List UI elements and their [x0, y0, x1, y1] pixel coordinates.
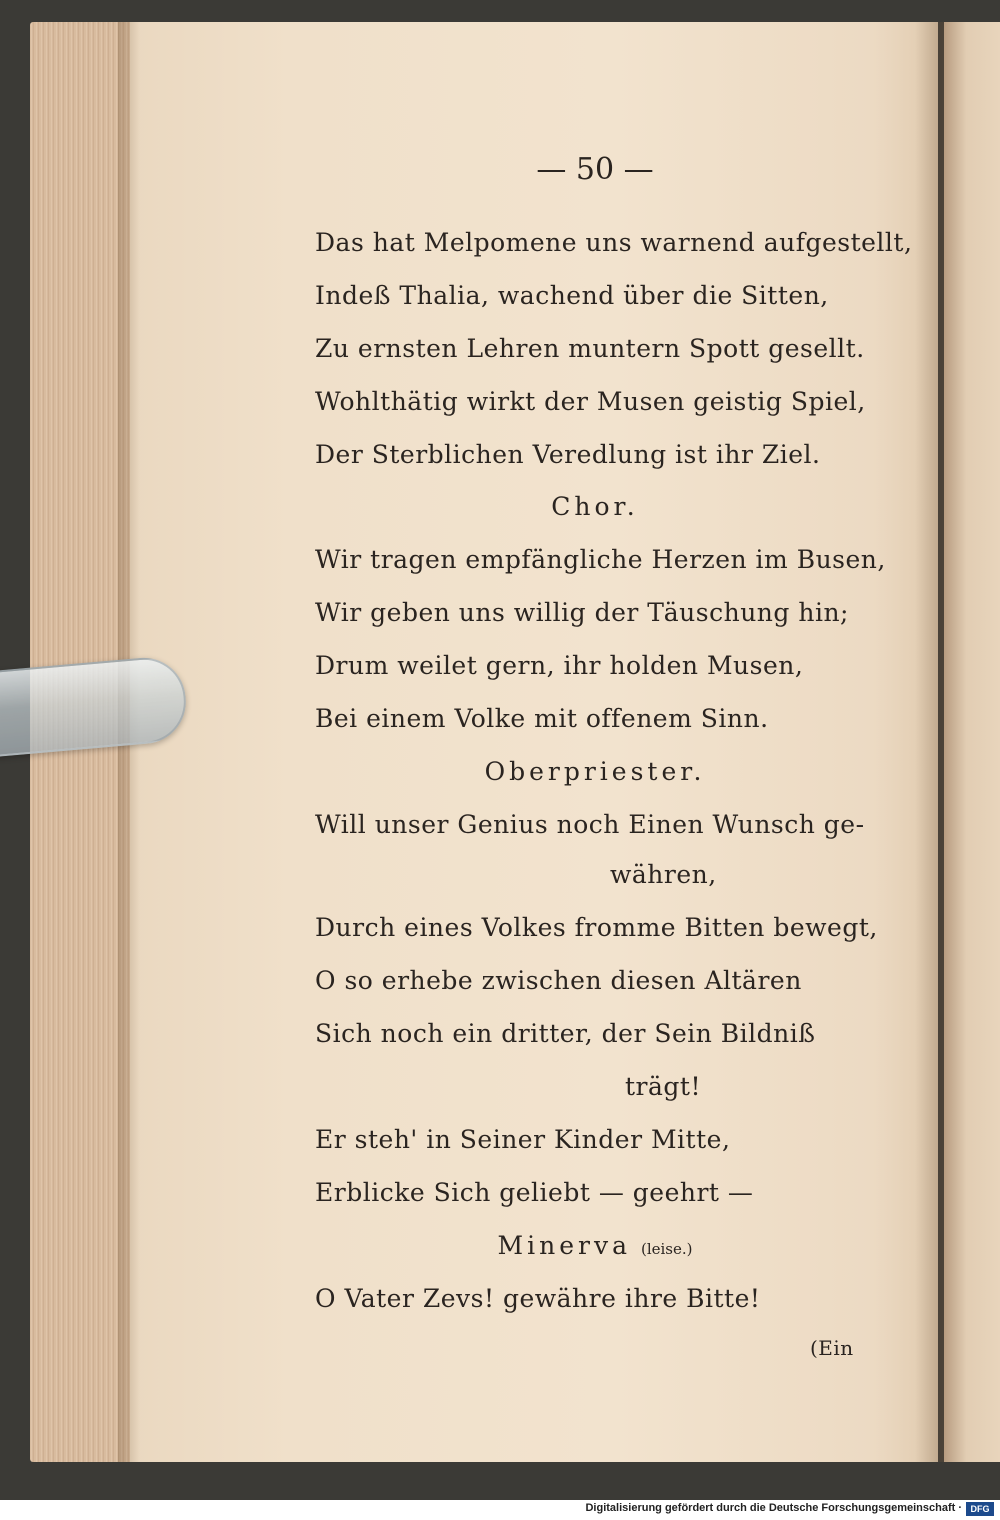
speaker-minerva: Minerva	[497, 1231, 631, 1260]
speaker-oberpriester: Oberpriester.	[484, 757, 706, 786]
text-line: Der Sterblichen Veredlung ist ihr Ziel.	[315, 440, 821, 469]
text-line: O so erhebe zwischen diesen Altären	[315, 966, 802, 995]
stage-direction: (leise.)	[640, 1240, 693, 1258]
text-line: Drum weilet gern, ihr holden Musen,	[315, 651, 804, 680]
book-gutter	[915, 22, 945, 1462]
facing-page-edge	[944, 22, 1000, 1462]
text-line: Sich noch ein dritter, der Sein Bildniß	[315, 1019, 816, 1048]
catchword: (Ein	[810, 1336, 854, 1360]
text-line: Durch eines Volkes fromme Bitten bewegt,	[315, 913, 878, 942]
footer-bar	[0, 1500, 1000, 1520]
text-line: Wir tragen empfängliche Herzen im Busen,	[315, 545, 886, 574]
dfg-logo: DFG	[966, 1502, 994, 1516]
text-line-continuation: währen,	[610, 860, 717, 889]
speaker-minerva-line	[315, 1231, 875, 1260]
text-line-continuation: trägt!	[625, 1072, 701, 1101]
speaker-chor: Chor.	[551, 492, 639, 521]
page-number: — 50 —	[536, 152, 654, 187]
text-line: Wir geben uns willig der Täuschung hin;	[315, 598, 849, 627]
text-line: O Vater Zevs! gewähre ihre Bitte!	[315, 1284, 761, 1313]
text-line: Zu ernsten Lehren muntern Spott gesellt.	[315, 334, 865, 363]
text-line: Er steh' in Seiner Kinder Mitte,	[315, 1125, 731, 1154]
text-line: Will unser Genius noch Einen Wunsch ge-	[315, 810, 865, 839]
text-line: Bei einem Volke mit offenem Sinn.	[315, 704, 769, 733]
text-line: Das hat Melpomene uns warnend aufgestellt,	[315, 228, 913, 257]
footer-credit: Digitalisierung gefördert durch die Deutsche Forschungsgemeinschaft ·	[585, 1502, 962, 1514]
text-line: Indeß Thalia, wachend über die Sitten,	[315, 281, 829, 310]
text-line: Erblicke Sich geliebt — geehrt —	[315, 1178, 754, 1207]
text-line: Wohlthätig wirkt der Musen geistig Spiel,	[315, 387, 866, 416]
